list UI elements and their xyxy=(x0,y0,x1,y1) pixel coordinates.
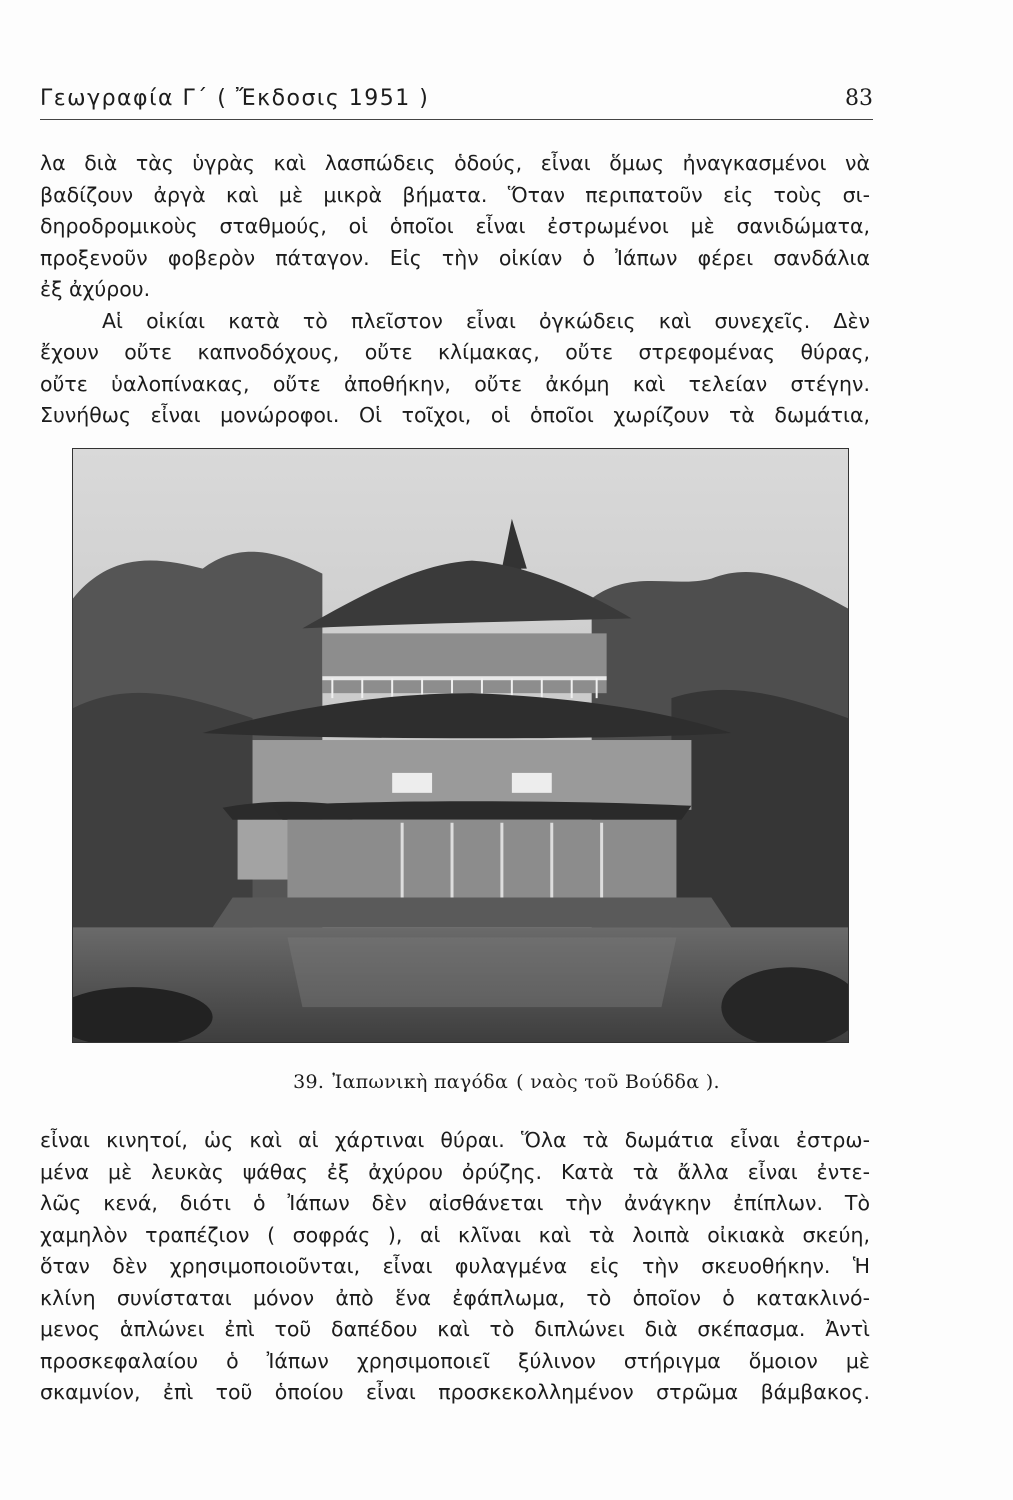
text-line: ἔχουν οὔτε καπνοδόχους, οὔτε κλίμακας, οὔτε στρεφομένας θύρας, xyxy=(40,340,870,364)
text-line: Αἱ οἰκίαι κατὰ τὸ πλεῖστον εἶναι ὀγκώδεις καὶ συνεχεῖς. Δὲν xyxy=(102,308,870,333)
text-line: Συνήθως εἶναι μονώροφοι. Οἱ τοῖχοι, οἱ ὁποῖοι χωρίζουν τὰ δωμάτια, xyxy=(40,403,870,427)
text-line: μένα μὲ λευκὰς ψάθας ἐξ ἀχύρου ὀρύζης. Κατὰ τὰ ἄλλα εἶναι ἐντε- xyxy=(40,1159,870,1184)
text-line: λῶς κενά, διότι ὁ Ἰάπων δὲν αἰσθάνεται τὴν ἀνάγκην ἐπίπλων. Τὸ xyxy=(40,1191,870,1215)
pagoda-photograph xyxy=(72,448,849,1043)
text-line: σκαμνίον, ἐπὶ τοῦ ὁποίου εἶναι προσκεκολλημένον στρῶμα βάμβακος. xyxy=(40,1380,870,1404)
page-number: 83 xyxy=(845,86,873,111)
figure-caption-note: ( ναὸς τοῦ Βούδδα ). xyxy=(516,1071,720,1093)
text-line: οὔτε ὑαλοπίνακας, οὔτε ἀποθήκην, οὔτε ἀκόμη καὶ τελείαν στέγην. xyxy=(40,371,870,396)
figure-caption-text: Ἰαπωνικὴ παγόδα xyxy=(332,1071,509,1093)
paragraph-top xyxy=(40,148,870,432)
page-header xyxy=(40,86,873,116)
paragraph-bottom xyxy=(40,1125,870,1409)
text-line: κλίνη συνίσταται μόνον ἀπὸ ἕνα ἐφάπλωμα, τὸ ὁποῖον ὁ κατακλινό- xyxy=(40,1285,870,1310)
figure-caption xyxy=(0,1071,1013,1093)
text-line: μενος ἁπλώνει ἐπὶ τοῦ δαπέδου καὶ τὸ διπλώνει διὰ σκέπασμα. Ἀντὶ xyxy=(40,1317,870,1341)
figure-number: 39. xyxy=(293,1071,325,1093)
text-line: προσκεφαλαίου ὁ Ἰάπων χρησιμοποιεῖ ξύλινον στήριγμα ὅμοιον μὲ xyxy=(40,1348,870,1373)
text-line: εἶναι κινητοί, ὡς καὶ αἱ χάρτιναι θύραι. Ὅλα τὰ δωμάτια εἶναι ἐστρω- xyxy=(40,1128,870,1152)
text-line: ὅταν δὲν χρησιμοποιοῦνται, εἶναι φυλαγμένα εἰς τὴν σκευοθήκην. Ἡ xyxy=(40,1254,870,1278)
text-line: προξενοῦν φοβερὸν πάταγον. Εἰς τὴν οἰκίαν ὁ Ἰάπων φέρει σανδάλια xyxy=(40,245,870,270)
text-line: λα διὰ τὰς ὑγρὰς καὶ λασπώδεις ὁδούς, εἶναι ὅμως ἠναγκασμένοι νὰ xyxy=(40,151,870,175)
header-rule xyxy=(40,119,873,120)
text-line: χαμηλὸν τραπέζιον ( σοφράς ), αἱ κλῖναι καὶ τὰ λοιπὰ οἰκιακὰ σκεύη, xyxy=(40,1222,870,1247)
running-title: Γεωγραφία Γ΄ ( Ἔκδοσις 1951 ) xyxy=(40,86,430,111)
pagoda-illustration xyxy=(73,449,848,1042)
text-line: ἐξ ἀχύρου. xyxy=(40,277,151,301)
text-line: βαδίζουν ἀργὰ καὶ μὲ μικρὰ βήματα. Ὅταν περιπατοῦν εἰς τοὺς σι- xyxy=(40,182,870,207)
text-line: δηροδρομικοὺς σταθμούς, οἱ ὁποῖοι εἶναι ἐστρωμένοι μὲ σανιδώματα, xyxy=(40,214,870,238)
